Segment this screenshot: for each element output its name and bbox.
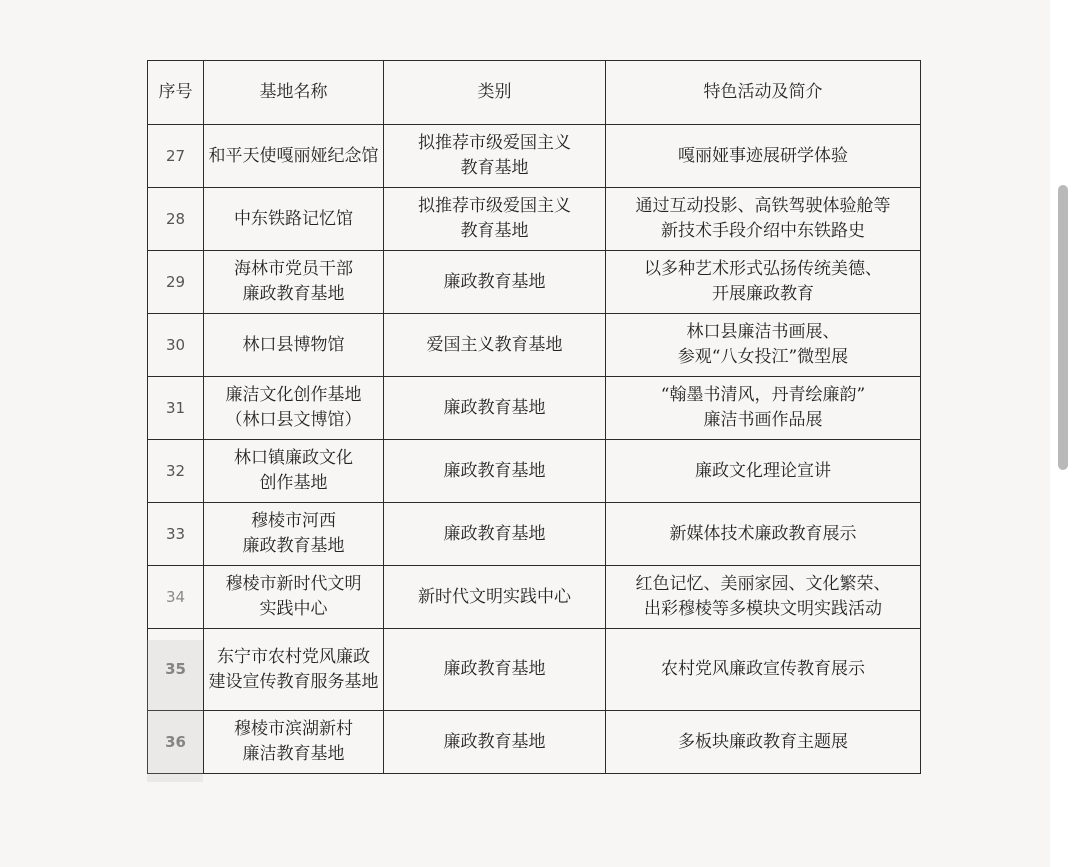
activity-line: 廉洁书画作品展 — [703, 410, 823, 430]
base-name — [204, 503, 384, 566]
table-row — [148, 566, 921, 629]
base-activity — [606, 125, 921, 188]
base-name-line: 海林市党员干部 — [234, 259, 353, 279]
category-line: 教育基地 — [460, 221, 529, 241]
table-row — [148, 125, 921, 188]
activity-line: 林口县廉洁书画展、 — [686, 322, 840, 342]
base-category — [384, 377, 606, 440]
base-name-line: 廉洁教育基地 — [242, 744, 345, 764]
table-row — [148, 440, 921, 503]
education-base-table — [147, 60, 921, 774]
header-no: 序号 — [148, 61, 204, 125]
base-name — [204, 440, 384, 503]
activity-line: 新媒体技术廉政教育展示 — [669, 523, 857, 544]
base-name — [204, 188, 384, 251]
table-row — [148, 251, 921, 314]
table-header-row — [148, 61, 921, 125]
category-line: 廉政教育基地 — [443, 659, 546, 679]
base-name — [204, 251, 384, 314]
base-name-line: 林口县博物馆 — [242, 334, 345, 355]
activity-line: 出彩穆棱等多模块文明实践活动 — [644, 599, 882, 619]
row-number: 29 — [148, 251, 204, 314]
activity-line: 嘎丽娅事迹展研学体验 — [678, 145, 848, 166]
category-line: 廉政教育基地 — [443, 731, 546, 752]
base-category — [384, 711, 606, 774]
row-number: 27 — [148, 125, 204, 188]
base-name — [204, 711, 384, 774]
base-name-line: 东宁市农村党风廉政 — [217, 646, 370, 667]
table-row — [148, 711, 921, 774]
activity-line: 开展廉政教育 — [712, 284, 814, 304]
header-name: 基地名称 — [204, 61, 384, 125]
base-name-line: 建设宣传教育服务基地 — [208, 671, 379, 692]
category-line: 廉政教育基地 — [443, 523, 546, 544]
base-category — [384, 629, 606, 711]
base-category — [384, 188, 606, 251]
category-line: 廉政教育基地 — [443, 397, 546, 418]
scrollbar-thumb[interactable] — [1058, 185, 1068, 470]
row-number: 32 — [148, 440, 204, 503]
base-name-line: 穆棱市新时代文明 — [225, 574, 362, 594]
base-category — [384, 314, 606, 377]
base-category — [384, 251, 606, 314]
activity-line: 以多种艺术形式弘扬传统美德、 — [644, 259, 882, 279]
base-name-line: 穆棱市滨湖新村 — [234, 719, 353, 739]
base-name-line: 和平天使嘎丽娅纪念馆 — [208, 145, 379, 166]
activity-line: 红色记忆、美丽家园、文化繁荣、 — [635, 574, 891, 594]
table-row — [148, 503, 921, 566]
category-line: 廉政教育基地 — [443, 271, 546, 292]
base-activity — [606, 629, 921, 711]
base-category — [384, 503, 606, 566]
base-activity — [606, 566, 921, 629]
base-name-line: 实践中心 — [259, 599, 328, 619]
category-line: 爱国主义教育基地 — [426, 334, 563, 355]
activity-line: 廉政文化理论宣讲 — [695, 460, 831, 481]
base-category — [384, 440, 606, 503]
category-line: 拟推荐市级爱国主义 — [418, 196, 571, 216]
row-number: 31 — [148, 377, 204, 440]
category-line: 新时代文明实践中心 — [418, 586, 571, 607]
category-line: 拟推荐市级爱国主义 — [418, 133, 571, 153]
base-name-line: （林口县文博馆） — [225, 410, 362, 430]
base-category — [384, 566, 606, 629]
row-number: 30 — [148, 314, 204, 377]
row-number: 36 — [148, 711, 204, 774]
header-category: 类别 — [384, 61, 606, 125]
row-number: 28 — [148, 188, 204, 251]
table-row — [148, 377, 921, 440]
base-activity — [606, 188, 921, 251]
header-activity: 特色活动及简介 — [606, 61, 921, 125]
base-name-line: 创作基地 — [259, 473, 328, 493]
base-name-line: 廉政教育基地 — [242, 284, 345, 304]
category-line: 教育基地 — [460, 158, 529, 178]
base-name — [204, 629, 384, 711]
table-row — [148, 188, 921, 251]
base-name — [204, 125, 384, 188]
base-name — [204, 566, 384, 629]
category-line: 廉政教育基地 — [443, 460, 546, 481]
activity-line: “翰墨书清风，丹青绘廉韵” — [660, 385, 866, 405]
base-name-line: 林口镇廉政文化 — [234, 448, 353, 468]
base-activity — [606, 377, 921, 440]
base-activity — [606, 711, 921, 774]
table-row — [148, 314, 921, 377]
activity-line: 多板块廉政教育主题展 — [678, 731, 848, 752]
base-activity — [606, 314, 921, 377]
activity-line: 新技术手段介绍中东铁路史 — [661, 221, 865, 241]
base-activity — [606, 503, 921, 566]
row-number: 34 — [148, 566, 204, 629]
activity-line: 参观“八女投江”微型展 — [677, 347, 849, 367]
row-number: 35 — [148, 629, 204, 711]
base-name — [204, 377, 384, 440]
base-name-line: 中东铁路记忆馆 — [234, 208, 353, 229]
base-category — [384, 125, 606, 188]
base-activity — [606, 440, 921, 503]
row-number: 33 — [148, 503, 204, 566]
base-activity — [606, 251, 921, 314]
activity-line: 农村党风廉政宣传教育展示 — [661, 659, 865, 679]
base-name — [204, 314, 384, 377]
table-row — [148, 629, 921, 711]
base-name-line: 廉洁文化创作基地 — [225, 385, 362, 405]
base-name-line: 廉政教育基地 — [242, 536, 345, 556]
activity-line: 通过互动投影、高铁驾驶体验舱等 — [635, 196, 891, 216]
base-name-line: 穆棱市河西 — [251, 511, 336, 531]
